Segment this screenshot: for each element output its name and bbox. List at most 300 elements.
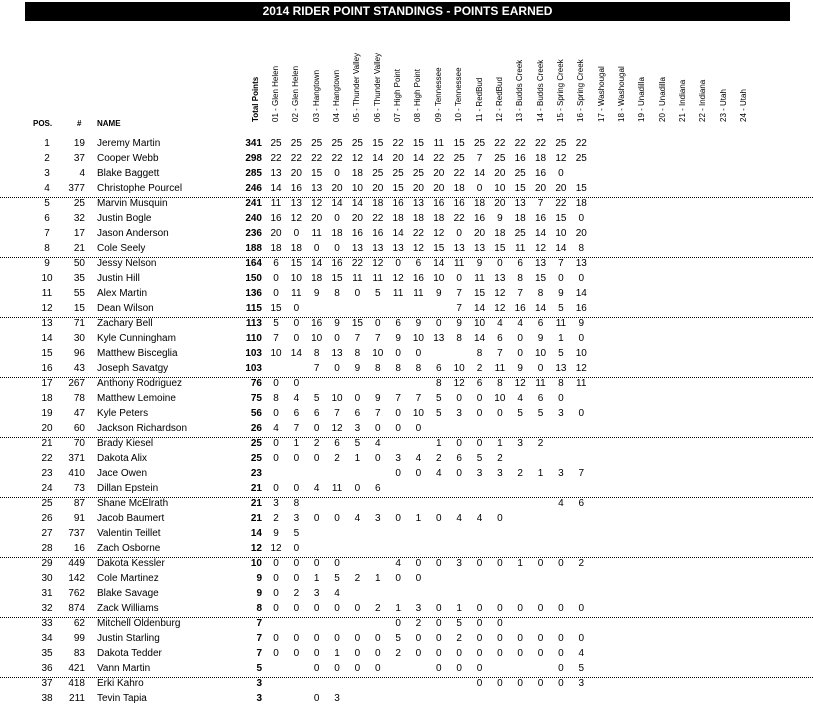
position-cell: 3: [44, 168, 50, 179]
rider-number-cell: 47: [73, 408, 85, 419]
race-points-cell: 14: [555, 243, 567, 254]
race-points-cell: 0: [293, 483, 300, 494]
race-points-cell: 10: [494, 393, 506, 404]
race-points-cell: 0: [558, 633, 564, 644]
rider-number-cell: 32: [73, 213, 85, 224]
position-cell: 33: [41, 618, 53, 629]
race-points-cell: 8: [558, 378, 564, 389]
rider-name-cell: Christophe Pourcel: [97, 183, 183, 194]
rider-number-cell: 267: [68, 378, 85, 389]
race-points-cell: 3: [313, 588, 320, 599]
position-cell: 11: [41, 288, 53, 299]
race-points-cell: 20: [575, 228, 587, 239]
table-row: [0, 332, 813, 347]
race-points-cell: 7: [558, 258, 564, 269]
race-points-cell: 0: [436, 318, 442, 329]
race-points-cell: 9: [374, 393, 381, 404]
total-points-header: Total Points: [251, 76, 260, 122]
race-points-cell: 22: [453, 168, 465, 179]
race-points-cell: 0: [273, 633, 279, 644]
race-points-cell: 13: [514, 198, 526, 209]
race-points-cell: 16: [311, 318, 323, 329]
total-points-cell: 26: [250, 423, 262, 434]
race-points-cell: 6: [273, 258, 279, 269]
race-points-cell: 0: [476, 393, 483, 404]
race-points-cell: 0: [334, 333, 340, 344]
race-points-cell: 12: [433, 228, 445, 239]
rider-number-cell: 418: [68, 678, 85, 689]
race-points-cell: 18: [392, 213, 404, 224]
race-points-cell: 16: [433, 198, 445, 209]
position-cell: 15: [41, 348, 53, 359]
race-points-cell: 0: [415, 573, 422, 584]
race-points-cell: 0: [537, 558, 544, 569]
race-points-cell: 0: [558, 648, 564, 659]
race-points-cell: 0: [497, 258, 503, 269]
race-points-cell: 4: [395, 558, 401, 569]
race-points-cell: 22: [351, 258, 363, 269]
race-points-cell: 0: [578, 633, 585, 644]
race-points-cell: 10: [534, 348, 547, 359]
position-cell: 35: [41, 648, 53, 659]
race-points-cell: 1: [497, 438, 503, 449]
total-points-cell: 113: [245, 318, 262, 329]
race-points-cell: 5: [476, 453, 483, 464]
race-header: 06 - Thunder Valley: [372, 52, 382, 122]
race-points-cell: 13: [453, 243, 465, 254]
position-cell: 21: [41, 438, 53, 449]
race-points-cell: 7: [456, 288, 462, 299]
race-points-cell: 14: [372, 153, 384, 164]
race-points-cell: 2: [497, 453, 503, 464]
race-points-cell: 22: [555, 198, 567, 209]
race-points-cell: 0: [334, 663, 340, 674]
rider-number-cell: 737: [68, 528, 85, 539]
race-points-cell: 5: [273, 318, 279, 329]
race-points-cell: 0: [537, 678, 544, 689]
table-row: [0, 587, 813, 602]
rider-name-cell: Justin Hill: [97, 273, 140, 284]
position-cell: 30: [41, 573, 53, 584]
race-points-cell: 11: [474, 273, 485, 284]
position-cell: 20: [41, 423, 53, 434]
race-points-cell: 22: [270, 153, 282, 164]
race-points-cell: 0: [273, 573, 279, 584]
race-points-cell: 18: [290, 243, 302, 254]
race-points-cell: 8: [293, 498, 300, 509]
race-points-cell: 12: [311, 198, 323, 209]
race-points-cell: 0: [273, 453, 279, 464]
race-points-cell: 22: [392, 138, 404, 149]
race-points-cell: 1: [313, 573, 320, 584]
race-points-cell: 10: [412, 408, 424, 419]
race-points-cell: 0: [334, 513, 340, 524]
position-cell: 24: [41, 483, 53, 494]
rider-number-cell: 55: [73, 288, 85, 299]
table-row: [0, 407, 813, 422]
race-points-cell: 15: [453, 138, 465, 149]
race-points-cell: 13: [290, 198, 302, 209]
total-points-cell: 76: [250, 378, 262, 389]
race-points-cell: 0: [273, 588, 279, 599]
table-row: [0, 677, 813, 692]
race-points-cell: 18: [311, 273, 323, 284]
position-cell: 23: [41, 468, 53, 479]
race-points-cell: 15: [392, 183, 404, 194]
race-points-cell: 5: [436, 408, 442, 419]
race-points-cell: 18: [270, 243, 282, 254]
race-points-cell: 0: [273, 288, 279, 299]
race-points-cell: 18: [372, 198, 384, 209]
position-cell: 31: [41, 588, 53, 599]
race-points-cell: 0: [293, 453, 300, 464]
race-points-cell: 12: [392, 273, 404, 284]
rider-number-cell: 142: [68, 573, 85, 584]
race-points-cell: 0: [374, 633, 381, 644]
race-points-cell: 20: [433, 183, 445, 194]
race-points-cell: 0: [517, 333, 523, 344]
race-points-cell: 8: [456, 333, 462, 344]
race-points-cell: 0: [273, 648, 279, 659]
race-points-cell: 16: [514, 153, 526, 164]
race-points-cell: 2: [395, 648, 401, 659]
race-points-cell: 0: [415, 423, 422, 434]
race-points-cell: 0: [476, 183, 483, 194]
race-points-cell: 15: [514, 183, 526, 194]
position-cell: 25: [41, 498, 53, 509]
race-points-cell: 13: [555, 363, 567, 374]
rider-number-cell: 37: [73, 153, 85, 164]
total-points-cell: 241: [245, 198, 262, 209]
race-points-cell: 0: [293, 333, 300, 344]
race-points-cell: 4: [476, 513, 483, 524]
race-points-cell: 1: [415, 513, 422, 524]
race-points-cell: 11: [270, 198, 282, 209]
position-cell: 4: [44, 183, 50, 194]
race-points-cell: 0: [354, 288, 361, 299]
race-points-cell: 7: [578, 468, 585, 479]
race-points-cell: 4: [517, 393, 523, 404]
race-points-cell: 2: [334, 453, 340, 464]
race-points-cell: 18: [514, 213, 526, 224]
position-cell: 38: [41, 693, 53, 704]
race-points-cell: 0: [517, 633, 523, 644]
race-points-cell: 0: [578, 333, 585, 344]
race-points-cell: 4: [415, 453, 422, 464]
rider-number-cell: 874: [68, 603, 85, 614]
race-points-cell: 12: [494, 303, 506, 314]
table-row: [0, 572, 813, 587]
race-points-cell: 14: [534, 303, 547, 314]
rider-name-cell: Erki Kahro: [97, 678, 144, 689]
table-row: [0, 542, 813, 558]
race-points-cell: 2: [293, 588, 300, 599]
race-points-cell: 14: [575, 288, 587, 299]
table-row: [0, 377, 813, 392]
total-points-cell: 236: [245, 228, 262, 239]
rider-name-cell: Jason Anderson: [97, 228, 169, 239]
race-points-cell: 0: [436, 633, 442, 644]
race-points-cell: 18: [412, 213, 424, 224]
total-points-cell: 285: [245, 168, 262, 179]
race-points-cell: 2: [456, 633, 462, 644]
race-points-cell: 0: [273, 558, 279, 569]
table-row: [0, 242, 813, 258]
race-points-cell: 0: [293, 318, 300, 329]
race-points-cell: 0: [497, 603, 503, 614]
race-points-cell: 1: [334, 648, 340, 659]
race-points-cell: 0: [476, 438, 483, 449]
table-row: [0, 647, 813, 662]
table-row: [0, 422, 813, 438]
race-points-cell: 7: [374, 333, 381, 344]
race-points-cell: 5: [374, 288, 381, 299]
race-points-cell: 0: [436, 648, 442, 659]
rider-name-cell: Matthew Bisceglia: [97, 348, 178, 359]
num-header: #: [77, 119, 82, 128]
race-points-cell: 1: [374, 573, 381, 584]
rider-name-cell: Blake Savage: [97, 588, 159, 599]
rider-name-cell: Dakota Tedder: [97, 648, 162, 659]
race-header: 13 - Budds Creek: [515, 59, 525, 122]
race-points-cell: 25: [351, 138, 363, 149]
position-cell: 37: [41, 678, 53, 689]
total-points-cell: 164: [245, 258, 262, 269]
race-points-cell: 13: [311, 183, 323, 194]
race-points-cell: 0: [334, 213, 340, 224]
race-points-cell: 0: [293, 648, 300, 659]
race-points-cell: 0: [517, 648, 523, 659]
table-row: [0, 482, 813, 498]
race-points-cell: 0: [497, 633, 503, 644]
race-points-cell: 9: [273, 528, 279, 539]
race-points-cell: 14: [311, 258, 323, 269]
table-row: [0, 392, 813, 407]
race-points-cell: 0: [537, 648, 544, 659]
race-points-cell: 3: [476, 468, 483, 479]
position-cell: 19: [41, 408, 53, 419]
race-points-cell: 10: [311, 333, 323, 344]
race-points-cell: 10: [555, 228, 567, 239]
race-points-cell: 0: [517, 348, 523, 359]
race-points-cell: 4: [456, 513, 462, 524]
race-points-cell: 0: [476, 663, 483, 674]
table-row: [0, 452, 813, 467]
race-points-cell: 25: [453, 153, 465, 164]
race-points-cell: 12: [575, 363, 587, 374]
rider-name-cell: Cole Martinez: [97, 573, 159, 584]
rider-name-cell: Alex Martin: [97, 288, 148, 299]
race-points-cell: 4: [558, 498, 564, 509]
race-points-cell: 20: [555, 183, 567, 194]
table-row: [0, 497, 813, 512]
race-points-cell: 0: [395, 618, 401, 629]
race-header: 03 - Hangtown: [311, 69, 321, 122]
race-points-cell: 10: [290, 273, 302, 284]
race-points-cell: 0: [497, 678, 503, 689]
rider-number-cell: 50: [73, 258, 85, 269]
race-points-cell: 0: [578, 603, 585, 614]
race-points-cell: 0: [558, 663, 564, 674]
position-cell: 22: [41, 453, 53, 464]
race-header: 11 - RedBud: [474, 77, 484, 122]
race-points-cell: 3: [395, 453, 401, 464]
race-points-cell: 13: [473, 243, 486, 254]
race-points-cell: 2: [517, 468, 523, 479]
race-points-cell: 0: [313, 513, 320, 524]
race-points-cell: 6: [517, 258, 523, 269]
race-header: 14 - Budds Creek: [535, 59, 545, 122]
race-points-cell: 0: [273, 273, 279, 284]
race-points-cell: 2: [374, 603, 381, 614]
total-points-cell: 25: [250, 438, 262, 449]
race-points-cell: 16: [290, 183, 302, 194]
race-points-cell: 0: [293, 303, 300, 314]
race-points-cell: 22: [453, 213, 465, 224]
race-points-cell: 25: [392, 168, 404, 179]
race-points-cell: 6: [578, 498, 585, 509]
race-points-cell: 3: [497, 468, 503, 479]
race-points-cell: 11: [352, 273, 363, 284]
rider-name-cell: Dean Wilson: [97, 303, 154, 314]
race-points-cell: 11: [291, 288, 302, 299]
race-header: 12 - RedBud: [494, 77, 504, 122]
total-points-cell: 298: [245, 153, 262, 164]
race-points-cell: 2: [415, 618, 422, 629]
position-cell: 12: [41, 303, 53, 314]
rider-name-cell: Brady Kiesel: [97, 438, 154, 449]
rider-number-cell: 377: [68, 183, 85, 194]
total-points-cell: 103: [245, 363, 262, 374]
race-points-cell: 4: [436, 468, 442, 479]
race-points-cell: 0: [374, 663, 381, 674]
race-header: 16 - Spring Creek: [576, 59, 586, 122]
race-points-cell: 6: [476, 378, 483, 389]
rider-number-cell: 99: [73, 633, 85, 644]
race-points-cell: 14: [392, 228, 404, 239]
race-points-cell: 9: [537, 333, 544, 344]
race-points-cell: 11: [372, 273, 383, 284]
race-points-cell: 0: [476, 633, 483, 644]
race-points-cell: 12: [534, 243, 547, 254]
race-points-cell: 7: [293, 423, 300, 434]
rider-name-cell: Jessy Nelson: [97, 258, 157, 269]
race-header: 19 - Unadilla: [637, 77, 647, 122]
rider-name-cell: Zach Osborne: [97, 543, 161, 554]
race-points-cell: 5: [558, 303, 564, 314]
race-header: 08 - High Point: [413, 69, 423, 122]
race-points-cell: 6: [395, 318, 401, 329]
race-points-cell: 11: [535, 378, 546, 389]
race-points-cell: 0: [476, 678, 483, 689]
race-points-cell: 16: [534, 168, 547, 179]
rider-name-cell: Cole Seely: [97, 243, 146, 254]
race-points-cell: 12: [494, 288, 506, 299]
race-points-cell: 25: [311, 138, 323, 149]
race-points-cell: 0: [578, 273, 585, 284]
rider-name-cell: Marvin Musquin: [97, 198, 168, 209]
race-points-cell: 18: [453, 183, 465, 194]
race-points-cell: 3: [558, 468, 564, 479]
race-points-cell: 6: [374, 483, 381, 494]
table-row: [0, 437, 813, 452]
race-points-cell: 0: [497, 408, 503, 419]
rider-number-cell: 30: [73, 333, 85, 344]
position-cell: 7: [44, 228, 50, 239]
race-header: 02 - Glen Helen: [291, 65, 301, 122]
race-points-cell: 16: [392, 198, 404, 209]
rider-number-cell: 25: [73, 198, 85, 209]
total-points-cell: 5: [256, 663, 262, 674]
race-points-cell: 0: [517, 678, 523, 689]
position-cell: 26: [41, 513, 53, 524]
race-points-cell: 0: [273, 483, 279, 494]
race-points-cell: 20: [392, 153, 404, 164]
race-points-cell: 6: [354, 408, 361, 419]
race-points-cell: 9: [395, 333, 401, 344]
race-points-cell: 13: [534, 258, 547, 269]
race-points-cell: 3: [558, 408, 564, 419]
race-points-cell: 9: [313, 288, 320, 299]
total-points-cell: 9: [256, 588, 262, 599]
race-points-cell: 6: [537, 318, 544, 329]
race-points-cell: 0: [313, 648, 320, 659]
race-points-cell: 8: [374, 363, 381, 374]
race-points-cell: 0: [374, 648, 381, 659]
race-points-cell: 0: [476, 603, 483, 614]
race-points-cell: 3: [334, 693, 340, 704]
race-points-cell: 0: [415, 468, 422, 479]
rider-name-cell: Kyle Peters: [97, 408, 149, 419]
race-points-cell: 11: [392, 288, 404, 299]
total-points-cell: 7: [256, 648, 262, 659]
race-points-cell: 15: [433, 243, 445, 254]
race-points-cell: 10: [494, 183, 506, 194]
race-points-cell: 0: [558, 168, 564, 179]
race-points-cell: 8: [497, 378, 503, 389]
position-cell: 34: [41, 633, 53, 644]
race-points-cell: 0: [578, 213, 585, 224]
table-row: [0, 632, 813, 647]
race-points-cell: 16: [270, 213, 282, 224]
position-cell: 17: [41, 378, 53, 389]
race-points-cell: 8: [476, 348, 483, 359]
race-points-cell: 7: [334, 408, 340, 419]
race-points-cell: 0: [415, 348, 422, 359]
race-points-cell: 12: [412, 243, 424, 254]
race-header: 17 - Washougal: [596, 66, 606, 122]
rider-number-cell: 73: [73, 483, 85, 494]
race-points-cell: 0: [395, 408, 401, 419]
race-points-cell: 20: [311, 213, 323, 224]
race-header: 07 - High Point: [393, 69, 403, 122]
table-row: [0, 617, 813, 632]
rider-name-cell: Anthony Rodriguez: [97, 378, 183, 389]
race-points-cell: 15: [473, 288, 486, 299]
race-points-cell: 2: [578, 558, 585, 569]
rider-name-cell: Jacob Baumert: [97, 513, 165, 524]
race-points-cell: 0: [293, 603, 300, 614]
race-points-cell: 8: [537, 288, 544, 299]
rider-name-cell: Matthew Lemoine: [97, 393, 176, 404]
race-points-cell: 3: [456, 408, 462, 419]
race-points-cell: 0: [354, 483, 361, 494]
race-points-cell: 9: [415, 318, 422, 329]
race-points-cell: 1: [517, 558, 523, 569]
race-points-cell: 14: [270, 183, 282, 194]
rider-number-cell: 91: [73, 513, 85, 524]
rider-name-cell: Tevin Tapia: [97, 693, 147, 704]
